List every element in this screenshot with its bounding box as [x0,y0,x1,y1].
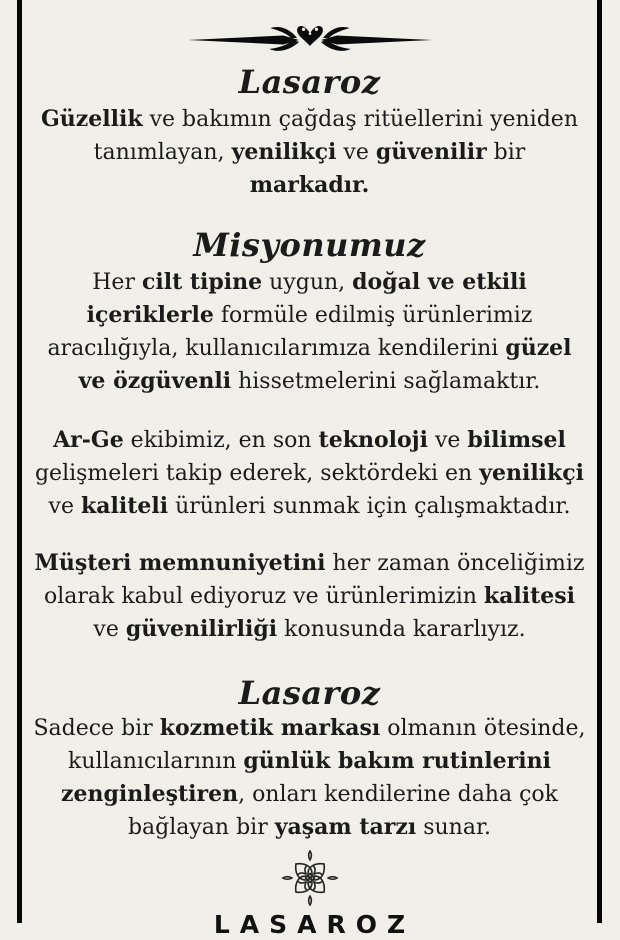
text-segment: zenginleştiren [61,781,239,807]
text-line [27,490,593,523]
text-segment: sunar. [416,815,492,840]
text-line [27,580,593,613]
text-line [27,424,593,457]
text-segment: her zaman önceliğimiz [325,551,585,576]
text-segment: gelişmeleri takip ederek, sektördeki en [34,461,480,486]
text-segment: yenilikçi [479,460,585,486]
brand-wordmark [22,910,597,940]
text-segment: içeriklerle [86,302,214,328]
lotus-flower-icon [281,850,339,906]
mission-heading: Misyonumuz [193,226,426,264]
text-segment: doğal ve etkili [352,269,527,295]
text-segment: ve özgüvenli [78,368,232,394]
text-line [27,365,593,398]
text-segment: uygun, [262,270,353,295]
text-line [27,547,593,580]
text-segment: olmanın ötesinde, [380,716,586,741]
text-segment: hissetmelerini sağlamaktır. [231,369,541,394]
text-segment: güzel [505,335,572,361]
text-segment: aracılığıyla, kullanıcılarımıza kendilerini [47,336,506,361]
text-segment: kaliteli [80,493,169,519]
text-segment: teknoloji [318,427,428,453]
text-segment: ve [48,494,81,519]
mission-paragraph [27,266,593,398]
text-segment: konusunda kararlıyız. [277,617,526,642]
text-line [27,778,593,811]
text-segment: markadır. [249,172,370,198]
text-segment: yenilikçi [231,139,337,165]
page-content [22,0,597,940]
text-segment: bir [486,140,526,165]
text-segment: ekibimiz, en son [123,428,319,453]
text-segment: Müşteri memnuniyetini [34,550,326,576]
text-line [27,136,593,169]
text-segment: Güzellik [40,106,143,132]
text-line [27,811,593,844]
flourish-divider-icon [186,21,434,57]
text-segment: güvenilirliği [125,616,278,642]
text-segment: ve [336,140,376,165]
text-line [27,332,593,365]
text-segment: ve [427,428,468,453]
text-segment: bağlayan bir [127,815,275,840]
text-segment: kullanıcılarının [68,749,244,774]
text-segment: tanımlayan, [93,140,232,165]
intro-paragraph [27,103,593,202]
text-line [27,169,593,202]
text-segment: günlük bakım rutinlerini [243,748,551,774]
text-segment: bilimsel [467,427,566,453]
text-line [27,103,593,136]
right-border-bar [597,0,602,923]
text-line [27,712,593,745]
text-line [27,266,593,299]
text-segment: Ar-Ge [53,427,124,453]
text-segment: Her [92,270,142,295]
text-segment: kalitesi [483,583,576,609]
brand-wordmark-text: LASAROZ [213,910,416,939]
text-segment: ürünleri sunmak için çalışmaktadır. [168,494,571,519]
text-line [27,613,593,646]
text-segment: , onları kendilerine daha çok [238,782,558,807]
customer-paragraph [27,547,593,646]
text-line [27,745,593,778]
text-segment: Sadece bir [33,716,160,741]
brand-heading-2: Lasaroz [238,674,381,712]
text-segment: kozmetik markası [159,715,381,741]
text-segment: cilt tipine [141,269,263,295]
text-segment: olarak kabul ediyoruz ve ürünlerimizin [43,584,484,609]
brand-title: Lasaroz [238,63,381,101]
text-line [27,299,593,332]
text-segment: ve bakımın çağdaş ritüellerini yeniden [142,107,578,132]
text-segment: ve [93,617,126,642]
text-segment: güvenilir [375,139,487,165]
rnd-paragraph [27,424,593,523]
lifestyle-paragraph [27,712,593,844]
text-segment: formüle edilmiş ürünlerimiz [213,303,533,328]
text-line [27,457,593,490]
text-segment: yaşam tarzı [274,814,417,840]
